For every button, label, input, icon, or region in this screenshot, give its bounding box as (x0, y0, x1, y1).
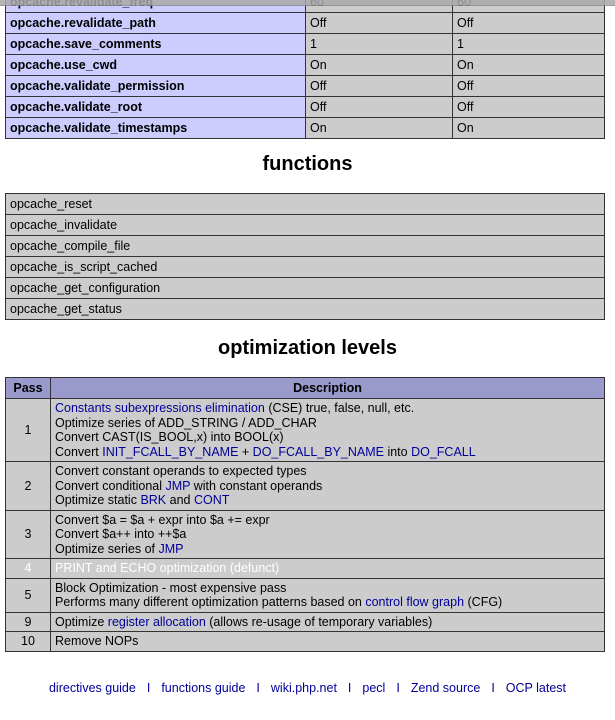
directives-table (5, 0, 605, 139)
pass-description (51, 612, 605, 632)
optimization-row (6, 578, 605, 612)
description-text: Optimize (55, 614, 108, 629)
directive-master-value: Off (453, 76, 605, 97)
description-text: Convert constant operands to expected types (55, 464, 307, 478)
description-text: (CFG) (464, 595, 503, 609)
directive-local-value: On (306, 55, 453, 76)
pass-number: 10 (6, 632, 51, 652)
description-text: Convert $a++ into ++$a (55, 527, 187, 541)
directive-name: opcache.revalidate_path (6, 13, 306, 34)
footer-separator: I (347, 681, 352, 695)
function-row (6, 257, 605, 278)
function-row (6, 236, 605, 257)
optimization-row (6, 632, 605, 652)
footer-separator: I (491, 681, 495, 695)
description-text: and (166, 493, 194, 507)
pass-description (51, 578, 605, 612)
description-text: into (383, 444, 412, 459)
function-row (6, 194, 605, 215)
description-line (55, 493, 600, 508)
directive-row (6, 76, 605, 97)
description-text: Block Optimization - most expensive pass (55, 580, 287, 595)
function-name: opcache_get_status (6, 299, 605, 320)
directive-master-value: Off (453, 13, 605, 34)
description-text: Convert CAST(IS_BOOL,x) into BOOL(x) (55, 430, 284, 444)
description-link[interactable]: CONT (193, 493, 230, 507)
description-text: Remove NOPs (55, 634, 139, 648)
directive-local-value: Off (306, 76, 453, 97)
directive-name: opcache.validate_permission (6, 76, 306, 97)
directive-name: opcache.use_cwd (6, 55, 306, 76)
optimization-row (6, 399, 605, 462)
directive-master-value: On (453, 118, 605, 139)
function-row (6, 299, 605, 320)
directive-master-value: 1 (453, 34, 605, 55)
description-text: Convert (55, 444, 103, 459)
optimization-header-row (6, 378, 605, 399)
pass-number: 1 (6, 399, 51, 462)
footer-separator: I (396, 681, 400, 695)
directive-row (6, 118, 605, 139)
description-text: Performs many different optimization patterns based on (55, 595, 366, 609)
directive-row (6, 97, 605, 118)
description-link[interactable]: register allocation (107, 614, 206, 629)
pass-description (51, 559, 605, 579)
description-line (55, 401, 600, 416)
directive-local-value: Off (306, 13, 453, 34)
pass-number: 9 (6, 612, 51, 632)
pass-number: 4 (6, 559, 51, 579)
description-text: Convert $a = $a + expr into $a += expr (55, 512, 270, 527)
description-text: + (238, 444, 253, 459)
optimization-row (6, 559, 605, 579)
functions-table (5, 193, 605, 320)
functions-heading: functions (262, 153, 353, 175)
description-line (55, 479, 600, 494)
directive-local-value: On (306, 118, 453, 139)
description-column-header: Description (51, 378, 605, 399)
description-text: (allows re-usage of temporary variables) (205, 614, 433, 629)
directive-master-value: Off (453, 97, 605, 118)
optimization-row (6, 612, 605, 632)
directive-name: opcache.validate_timestamps (6, 118, 306, 139)
description-line (55, 581, 600, 596)
optimization-heading: optimization levels (218, 337, 397, 359)
pass-description (51, 510, 605, 559)
footer-link[interactable]: functions guide (161, 681, 246, 695)
pass-description (51, 462, 605, 511)
description-link[interactable]: JMP (165, 478, 191, 493)
description-link[interactable]: BRK (140, 493, 167, 507)
description-link[interactable]: DO_FCALL_BY_NAME (252, 444, 384, 459)
footer-link[interactable]: Zend source (410, 681, 481, 695)
optimization-table (5, 377, 605, 652)
description-line (55, 513, 600, 528)
description-link[interactable]: JMP (158, 541, 184, 556)
description-line (55, 595, 600, 610)
directive-row (6, 55, 605, 76)
description-link[interactable]: Constants subexpressions elimination (55, 401, 265, 415)
description-link[interactable]: control flow graph (365, 595, 465, 609)
description-text: with constant operands (190, 478, 323, 493)
directive-name: opcache.validate_root (6, 97, 306, 118)
pass-description (51, 632, 605, 652)
description-line (55, 464, 600, 479)
description-link[interactable]: DO_FCALL (411, 444, 476, 459)
description-text: Convert conditional (55, 478, 166, 493)
pass-number: 5 (6, 578, 51, 612)
description-text: (CSE) true, false, null, etc. (264, 401, 415, 415)
function-name: opcache_reset (6, 194, 605, 215)
footer-link[interactable]: wiki.php.net (270, 681, 337, 695)
directive-name: opcache.save_comments (6, 34, 306, 55)
description-link[interactable]: INIT_FCALL_BY_NAME (102, 444, 239, 459)
description-line (55, 561, 600, 576)
description-text: Optimize series of ADD_STRING / ADD_CHAR (55, 415, 317, 430)
optimization-row (6, 462, 605, 511)
description-line (55, 634, 600, 649)
directive-master-value: On (453, 55, 605, 76)
function-row (6, 215, 605, 236)
pass-number: 2 (6, 462, 51, 511)
footer-separator: I (146, 681, 151, 695)
description-line (55, 615, 600, 630)
description-line (55, 416, 600, 431)
pass-description (51, 399, 605, 462)
footer-link[interactable]: directives guide (48, 681, 136, 695)
pass-column-header: Pass (6, 378, 51, 399)
description-line (55, 445, 600, 460)
directive-local-value: 1 (306, 34, 453, 55)
directive-local-value: Off (306, 97, 453, 118)
function-row (6, 278, 605, 299)
function-name: opcache_is_script_cached (6, 257, 605, 278)
directive-row (6, 13, 605, 34)
description-text: Optimize static (55, 493, 141, 507)
description-text: Optimize series of (55, 541, 159, 556)
footer-separator: I (256, 681, 260, 695)
description-text: PRINT and ECHO optimization (defunct) (55, 561, 280, 575)
footer-links (0, 681, 615, 695)
function-name: opcache_get_configuration (6, 278, 605, 299)
pass-number: 3 (6, 510, 51, 559)
directive-row (6, 34, 605, 55)
function-name: opcache_invalidate (6, 215, 605, 236)
description-line (55, 430, 600, 445)
description-line (55, 527, 600, 542)
optimization-row (6, 510, 605, 559)
description-line (55, 542, 600, 557)
function-name: opcache_compile_file (6, 236, 605, 257)
footer-link[interactable]: pecl (362, 681, 386, 695)
footer-link[interactable]: OCP latest (505, 681, 567, 695)
toolbar-edge (0, 0, 615, 6)
